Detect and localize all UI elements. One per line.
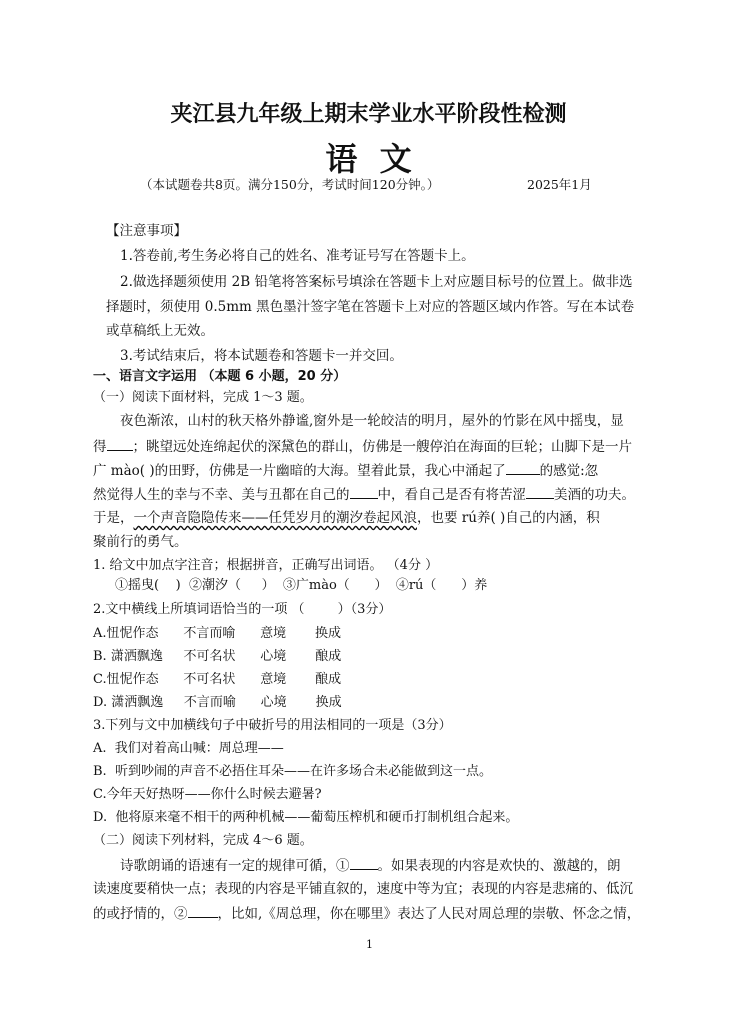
blank-2 bbox=[506, 461, 540, 475]
passage-line-5 bbox=[93, 509, 600, 527]
notice-item-1: 1.答卷前,考生务必将自己的姓名、准考证号写在答题卡上。 bbox=[120, 248, 475, 264]
exam-title: 夹江县九年级上期末学业水平阶段性检测 bbox=[170, 102, 567, 127]
question-3-option-a: A. 我们对着高山喊：周总理—— bbox=[93, 741, 284, 756]
blank-1 bbox=[107, 437, 133, 451]
passage-text: 的或抒情的，② bbox=[93, 906, 188, 922]
question-1-options: ①摇曳( ) ②潮汐（ ） ③广mào（ ） ④rú（ ）养 bbox=[115, 578, 488, 593]
passage-line-4 bbox=[93, 485, 635, 504]
passage-text: ；眺望远处连绵起伏的深黛色的群山，仿佛是一艘停泊在海面的巨轮；山脚下是一片 bbox=[132, 439, 632, 455]
page-number: 1 bbox=[366, 938, 373, 951]
question-2-option-c: C.忸怩作态 不可名状 意境 酿成 bbox=[93, 672, 342, 687]
blank-3 bbox=[350, 485, 378, 499]
question-2-option-d: D. 潇洒飘逸 不言而喻 心境 换成 bbox=[93, 695, 342, 710]
passage-text: 的感觉:忽 bbox=[539, 463, 599, 479]
question-1: 1. 给文中加点字注音；根据拼音，正确写出词语。 （4分 ） bbox=[93, 558, 439, 573]
reading-line-3 bbox=[93, 904, 640, 923]
question-2-option-a: A.忸怩作态 不言而喻 意境 换成 bbox=[93, 626, 342, 641]
passage-line-3 bbox=[93, 461, 598, 480]
question-3-option-c: C.今年天好热呀——你什么时候去避暑? bbox=[93, 787, 322, 802]
passage-line-2 bbox=[93, 437, 632, 456]
question-3-option-b: B. 听到吵闹的声音不必捂住耳朵——在许多场合未必能做到这一点。 bbox=[93, 764, 492, 779]
passage-text: 。如果表现的内容是欢快的、激越的，朗 bbox=[377, 858, 621, 874]
question-2-option-b: B. 潇洒飘逸 不可名状 心境 酿成 bbox=[93, 649, 342, 664]
part-one-heading: （一）阅读下面材料，完成 1～3 题。 bbox=[93, 390, 313, 405]
subject-title: 语 文 bbox=[325, 140, 412, 178]
reading-line-2: 读速度要稍快一点；表现的内容是平铺直叙的，速度中等为宜；表现的内容是悲痛的、低沉 bbox=[93, 881, 633, 897]
passage-text: 美酒的功夫。 bbox=[554, 487, 635, 503]
notice-item-2-cont: 择题时，须使用 0.5mm 黑色墨汁签字笔在答题卡上对应的答题区域内作答。写在本试卷 bbox=[106, 299, 635, 315]
wavy-underlined-sentence: 一个声音隐隐传来——任凭岁月的潮汐卷起风浪 bbox=[133, 510, 417, 526]
passage-text: 得 bbox=[93, 439, 107, 455]
passage-text: 诗歌朗诵的语速有一定的规律可循，① bbox=[120, 858, 350, 874]
passage-text: ，也要 rú养( )自己的内涵，积 bbox=[417, 510, 600, 526]
notice-item-3: 3.考试结束后，将本试题卷和答题卡一并交回。 bbox=[120, 348, 403, 364]
exam-date: 2025年1月 bbox=[527, 177, 592, 192]
blank-6 bbox=[188, 904, 218, 918]
notice-item-2: 2.做选择题须使用 2B 铅笔将答案标号填涂在答题卡上对应题目标号的位置上。做非选 bbox=[120, 274, 633, 290]
passage-line-1: 夜色渐浓，山村的秋天格外静谧,窗外是一轮皎洁的明月，屋外的竹影在风中摇曳，显 bbox=[120, 413, 624, 429]
reading-line-1 bbox=[120, 856, 621, 875]
blank-4 bbox=[526, 485, 554, 499]
passage-text: ，比如,《周总理，你在哪里》表达了人民对周总理的崇敬、怀念之情， bbox=[217, 906, 641, 922]
passage-line-6: 聚前行的勇气。 bbox=[93, 534, 188, 550]
notice-item-2-end: 或草稿纸上无效。 bbox=[106, 323, 214, 339]
notice-heading: 【注意事项】 bbox=[106, 223, 187, 239]
question-2: 2.文中横线上所填词语恰当的一项 （ ）（3分） bbox=[93, 602, 392, 617]
part-two-heading: （二）阅读下列材料，完成 4～6 题。 bbox=[93, 833, 313, 848]
passage-text: 然觉得人生的幸与不幸、美与丑都在自己的 bbox=[93, 487, 350, 503]
blank-5 bbox=[350, 856, 378, 870]
passage-text: 于是， bbox=[93, 510, 134, 526]
passage-text: 广 mào( )的田野，仿佛是一片幽暗的大海。望着此景，我心中涌起了 bbox=[93, 463, 506, 479]
passage-text: 中，看自己是否有将苦涩 bbox=[377, 487, 526, 503]
exam-info: （本试题卷共8页。满分150分，考试时间120分钟。） bbox=[140, 177, 440, 192]
section-heading: 一、语言文字运用 （本题 6 小题，20 分） bbox=[93, 369, 347, 384]
question-3-option-d: D. 他将原来毫不相干的两种机械——葡萄压榨机和硬币打制机组合起来。 bbox=[93, 810, 519, 825]
question-3: 3.下列与文中加横线句子中破折号的用法相同的一项是（3分） bbox=[93, 718, 452, 733]
